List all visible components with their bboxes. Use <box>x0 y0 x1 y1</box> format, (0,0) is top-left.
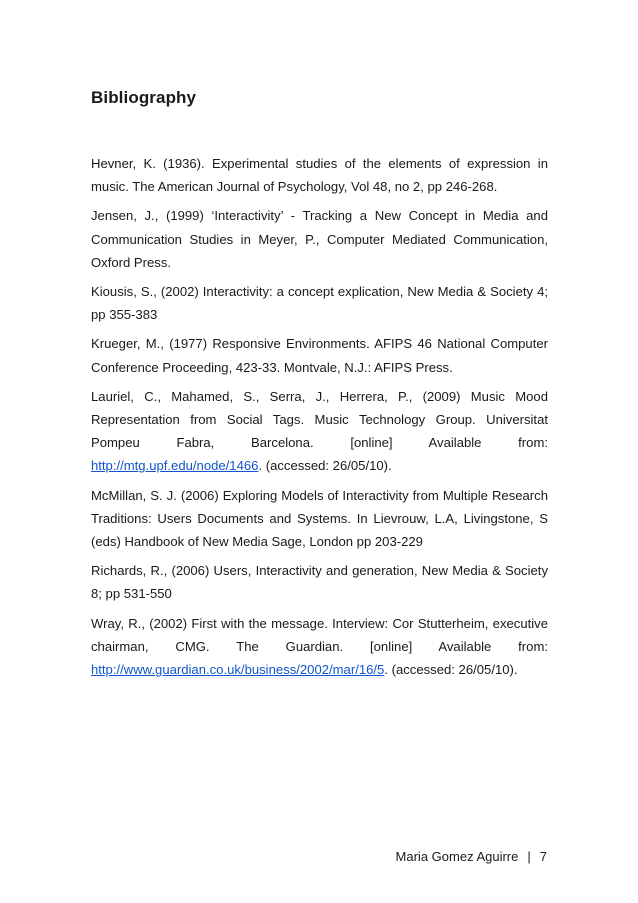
bibliography-entry-krueger <box>91 332 548 378</box>
footer-separator: | <box>527 849 531 864</box>
bibliography-entry-kiousis <box>91 280 548 326</box>
entry-text: Jensen, J., (1999) ‘Interactivity’ - Tracking a New Concept in Media and Communication Studies in Meyer, P., Computer Mediated Communication, Oxford Press. <box>91 208 548 270</box>
entry-text-after: . (accessed: 26/05/10). <box>384 662 518 678</box>
page-footer <box>396 849 547 864</box>
bibliography-entry-wray <box>91 612 548 682</box>
entry-link-mtg[interactable]: http://mtg.upf.edu/node/1466 <box>91 458 259 474</box>
entry-text: Wray, R., (2002) First with the message. Interview: Cor Stutterheim, executive chairman, CMG. The Guardian. [online] Available from: <box>91 615 548 654</box>
bibliography-entry-mcmillan <box>91 484 548 554</box>
entry-text: Richards, R., (2006) Users, Interactivity and generation, New Media & Society 8; pp 531-550 <box>91 563 548 602</box>
entry-text: Lauriel, C., Mahamed, S., Serra, J., Herrera, P., (2009) Music Mood Representation from Social Tags. Music Technology Group. Universitat Pompeu Fabra, Barcelona. [online] Available from: <box>91 388 548 451</box>
entry-text: Kiousis, S., (2002) Interactivity: a concept explication, New Media & Society 4; pp 355-383 <box>91 284 548 323</box>
bibliography-list <box>91 152 548 687</box>
footer-author: Maria Gomez Aguirre <box>395 849 519 864</box>
entry-text: Krueger, M., (1977) Responsive Environments. AFIPS 46 National Computer Conference Proceeding, 423-33. Montvale, N.J.: AFIPS Press. <box>91 336 548 375</box>
bibliography-entry-richards <box>91 559 548 605</box>
entry-text-after: . (accessed: 26/05/10). <box>258 458 392 474</box>
page-title: Bibliography <box>91 88 197 107</box>
bibliography-entry-jensen <box>91 204 548 274</box>
entry-text: Hevner, K. (1936). Experimental studies of the elements of expression in music. The American Journal of Psychology, Vol 48, no 2, pp 246-268. <box>91 156 548 195</box>
entry-link-guardian[interactable]: http://www.guardian.co.uk/business/2002/mar/16/5 <box>91 662 385 678</box>
bibliography-entry-lauriel <box>91 385 548 478</box>
entry-text: McMillan, S. J. (2006) Exploring Models of Interactivity from Multiple Research Traditions: Users Documents and Systems. In Lievrouw, L.A, Livingstone, S (eds) Handbook of New Media Sage, London pp 203-229 <box>91 487 548 550</box>
bibliography-entry-hevner <box>91 152 548 198</box>
page-number: 7 <box>539 849 547 864</box>
